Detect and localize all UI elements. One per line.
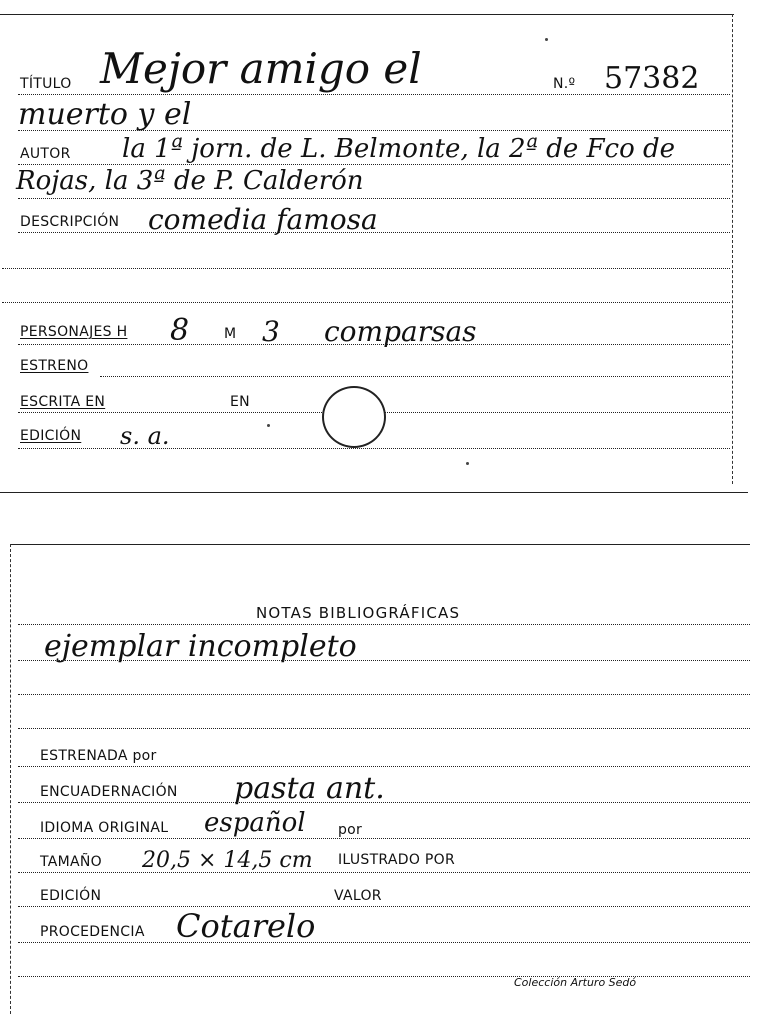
comparsas-value: comparsas (324, 315, 477, 348)
blank-back-rule (18, 976, 750, 977)
autor-value-cont: Rojas, la 3ª de P. Calderón (16, 166, 364, 196)
personajes-m-label: M (224, 326, 237, 342)
descripcion-rule (18, 232, 730, 233)
titulo-cont-rule (18, 130, 730, 131)
titulo-value: Mejor amigo el (100, 44, 422, 93)
personajes-m-value: 3 (262, 315, 280, 348)
encuadernacion-label: ENCUADERNACIÓN (40, 784, 178, 800)
descripcion-value: comedia famosa (148, 203, 378, 236)
notas-label: NOTAS BIBLIOGRÁFICAS (256, 604, 461, 622)
tamano-label: TAMAÑO (40, 854, 102, 870)
por-label: por (338, 822, 363, 838)
estreno-label: ESTRENO (20, 358, 89, 374)
notas-rule-3 (18, 694, 750, 695)
procedencia-rule (18, 942, 750, 943)
card-top-edge (10, 544, 750, 545)
card-bottom-edge (0, 492, 748, 493)
procedencia-value: Cotarelo (176, 907, 316, 945)
edicion-rule (18, 448, 730, 449)
card-left-edge (10, 544, 11, 1014)
ilustrado-label: ILUSTRADO POR (338, 852, 455, 868)
numero-label: N.º (553, 76, 576, 92)
encuadernacion-rule (18, 802, 750, 803)
encuadernacion-value: pasta ant. (234, 771, 385, 806)
idioma-label: IDIOMA ORIGINAL (40, 820, 169, 836)
idioma-rule (18, 838, 750, 839)
ink-speck (267, 424, 270, 427)
ink-speck (466, 462, 469, 465)
estrenada-label: ESTRENADA por (40, 748, 157, 764)
valor-label: VALOR (334, 888, 382, 904)
edicion-back-label: EDICIÓN (40, 888, 102, 904)
autor-rule (18, 164, 730, 165)
estreno-rule (100, 376, 730, 377)
estrenada-rule (18, 766, 750, 767)
collection-footer: Colección Arturo Sedó (514, 976, 637, 989)
notas-rule-2 (18, 660, 750, 661)
edicion-back-rule (18, 906, 750, 907)
catalog-card-back (0, 540, 759, 1028)
blank-rule-1 (2, 268, 730, 269)
ink-speck (545, 38, 548, 41)
punch-hole (322, 386, 386, 448)
blank-rule-2 (2, 302, 730, 303)
tamano-rule (18, 872, 750, 873)
card-right-edge (732, 14, 733, 484)
idioma-value: español (204, 808, 306, 838)
notas-rule-4 (18, 728, 750, 729)
autor-value: la 1ª jorn. de L. Belmonte, la 2ª de Fco de (122, 134, 676, 164)
catalog-card-front (0, 0, 759, 494)
personajes-label: PERSONAJES H (20, 324, 128, 340)
autor-cont-rule (18, 198, 730, 199)
personajes-h-value: 8 (170, 313, 190, 348)
procedencia-label: PROCEDENCIA (40, 924, 145, 940)
en-label: EN (230, 394, 250, 410)
notas-rule (18, 624, 750, 625)
descripcion-label: DESCRIPCIÓN (20, 214, 120, 230)
notas-value: ejemplar incompleto (44, 629, 357, 664)
numero-value: 57382 (604, 61, 700, 96)
tamano-value: 20,5 × 14,5 cm (142, 848, 313, 873)
card-top-edge (0, 14, 734, 15)
escrita-en-label: ESCRITA EN (20, 394, 106, 410)
edicion-label: EDICIÓN (20, 428, 82, 444)
titulo-rule (18, 94, 730, 95)
titulo-label: TÍTULO (20, 76, 72, 92)
autor-label: AUTOR (20, 146, 71, 162)
personajes-rule (18, 344, 730, 345)
edicion-value: s. a. (120, 422, 170, 450)
titulo-value-cont: muerto y el (18, 97, 192, 132)
